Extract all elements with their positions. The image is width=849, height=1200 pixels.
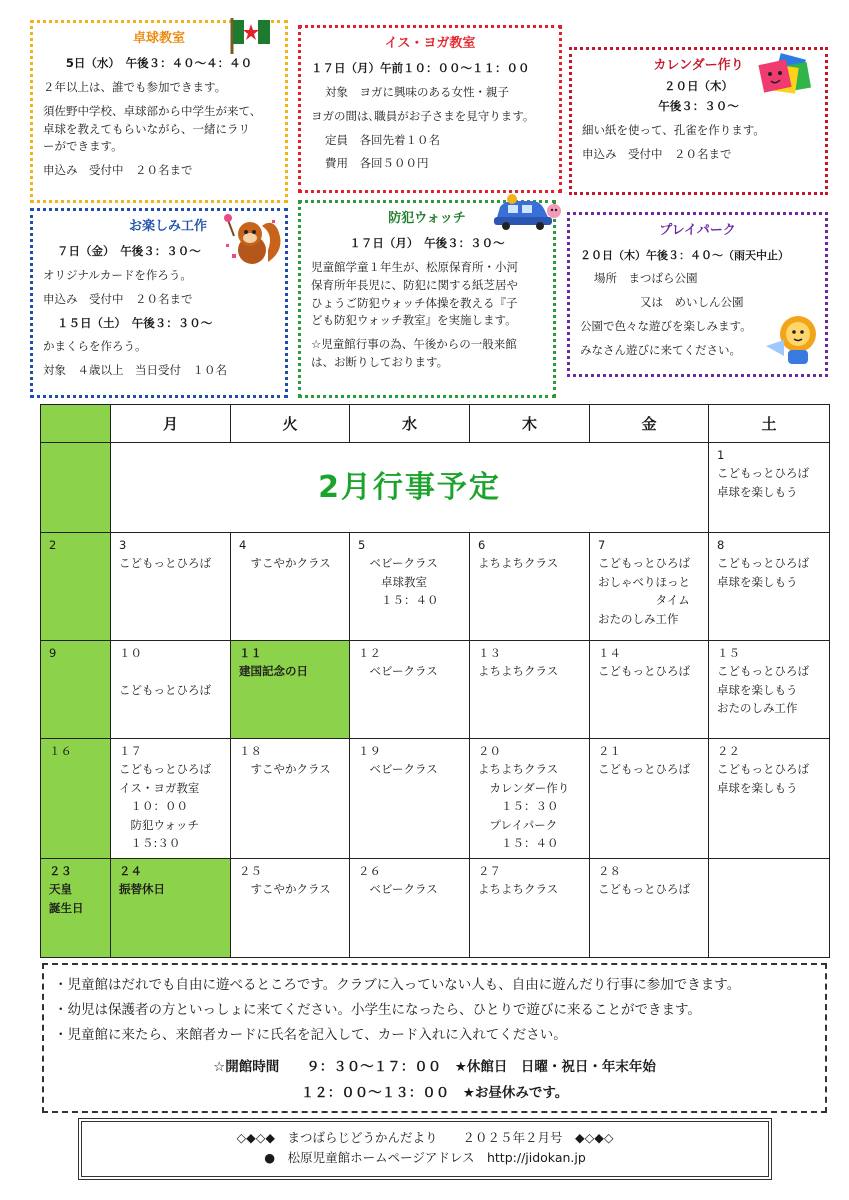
homepage-address: ● 松原児童館ホームページアドレス http://jidokan.jp <box>264 1150 586 1165</box>
header-thu: 木 <box>470 405 590 443</box>
holiday-cell: ２４ 振替休日 <box>111 859 231 958</box>
table-tennis-line4: ーができます。 <box>43 139 123 154</box>
day-cell: ２２ こどもっとひろば 卓球を楽しもう <box>709 739 830 859</box>
day-cell: 8 こどもっとひろば 卓球を楽しもう <box>709 533 830 641</box>
craft-date2: １５日（土） 午後３：３０～ <box>57 315 213 330</box>
crime-watch-date: １７日（月） 午後３：３０～ <box>349 236 505 251</box>
month-title-cell <box>111 443 709 533</box>
yoga-fee: 費用 各回５００円 <box>325 156 429 171</box>
event-calendar <box>40 404 830 958</box>
day-cell: 7 こどもっとひろば おしゃべりほっと タイム おたのしみ工作 <box>590 533 709 641</box>
play-park-place2: 又は めいしん公園 <box>640 295 744 309</box>
craft-apply1: 申込み 受付中 ２０名まで <box>43 291 193 306</box>
table-tennis-line2: 須佐野中学校、卓球部から中学生が来て、 <box>43 103 262 118</box>
play-park-date: ２０日（木）午後３：４０～（雨天中止） <box>580 249 789 263</box>
craft-title: お楽しみ工作 <box>129 219 208 234</box>
day-cell: １９ ベビークラス <box>350 739 470 859</box>
lion-icon <box>764 312 824 368</box>
play-park-title: プレイパーク <box>659 223 736 238</box>
craft-target2: 対象 ４歳以上 当日受付 １０名 <box>43 363 227 378</box>
table-tennis-apply: 申込み 受付中 ２０名まで <box>43 163 193 178</box>
calendar-craft-desc: 細い紙を使って、孔雀を作ります。 <box>582 122 765 137</box>
holiday-cell-sun: ２３ 天皇 誕生日 <box>41 859 111 958</box>
day-cell-sun: １６ <box>41 739 111 859</box>
play-park-desc: 公園で色々な遊びを楽しみます。 <box>580 318 752 333</box>
day-cell: １３ よちよちクラス <box>470 641 590 739</box>
yoga-note: ヨガの間は､職員がお子さまを見守ります。 <box>311 108 535 123</box>
crime-watch-desc1: 児童館学童１年生が、松原保育所・小河 <box>311 259 518 274</box>
play-park-invite: みなさん遊びに来てください。 <box>580 342 741 357</box>
day-cell: １５ こどもっとひろば 卓球を楽しもう おたのしみ工作 <box>709 641 830 739</box>
table-tennis-date: 5日（水） 午後３：４０～４：４０ <box>65 56 253 71</box>
day-cell: 4 すこやかクラス <box>231 533 350 641</box>
lunch-break: １２：００～１３：００ ★お昼休みです。 <box>300 1085 569 1101</box>
calendar-craft-time: 午後３：３０～ <box>658 98 739 113</box>
crime-watch-note2: は、お断りしております。 <box>311 355 449 370</box>
crime-watch-desc2: 保育所年長児に、防犯に関する紙芝居や <box>311 277 518 292</box>
calendar-week-5 <box>41 859 830 958</box>
note-line-3: ・児童館に来たら、来館者カードに氏名を記入して、カード入れに入れてください。 <box>54 1027 567 1043</box>
day-cell: １８ すこやかクラス <box>231 739 350 859</box>
calendar-header-row <box>41 405 830 443</box>
header-fri: 金 <box>590 405 709 443</box>
day-cell: 5 ベビークラス 卓球教室 １５：４０ <box>350 533 470 641</box>
day-cell: ２１ こどもっとひろば <box>590 739 709 859</box>
header-sat: 土 <box>709 405 830 443</box>
month-title: 2月行事予定 <box>318 469 501 505</box>
day-cell: １７ こどもっとひろば イス・ヨガ教室 １０：００ 防犯ウォッチ １５:３０ <box>111 739 231 859</box>
table-tennis-title: 卓球教室 <box>132 31 185 46</box>
header-blank <box>41 405 111 443</box>
crime-watch-desc3: ひょうご防犯ウォッチ体操を教える『子 <box>311 295 518 310</box>
day-cell-empty <box>709 859 830 958</box>
play-park-place1: 場所 まつばら公園 <box>594 271 698 286</box>
header-tue: 火 <box>231 405 350 443</box>
day-cell: 6 よちよちクラス <box>470 533 590 641</box>
day-cell: ２０ よちよちクラス カレンダー作り １５：３０ プレイパーク １５：４０ <box>470 739 590 859</box>
newsletter-title: ◇◆◇◆ まつばらじどうかんだより ２０２５年２月号 ◆◇◆◇ <box>236 1130 614 1145</box>
day-cell: １４ こどもっとひろば <box>590 641 709 739</box>
table-tennis-line1: ２年以上は、誰でも参加できます。 <box>43 79 227 94</box>
colored-paper-icon <box>757 52 813 100</box>
yoga-box <box>298 25 562 193</box>
holiday-cell: １１ 建国記念の日 <box>231 641 350 739</box>
patrol-car-icon <box>492 193 564 231</box>
header-mon: 月 <box>111 405 231 443</box>
day-cell: 3 こどもっとひろば <box>111 533 231 641</box>
calendar-week-3 <box>41 641 830 739</box>
notes-box <box>42 963 827 1113</box>
day-cell-sun: 9 <box>41 641 111 739</box>
calendar-week-4 <box>41 739 830 859</box>
calendar-craft-title: カレンダー作り <box>653 58 744 73</box>
table-tennis-line3: 卓球を教えてもらいながら、一緒にラリ <box>43 121 250 136</box>
crime-watch-desc4: ども防犯ウォッチ教室』を実施します。 <box>311 313 517 328</box>
crime-watch-note1: ☆児童館行事の為、午後からの一般来館 <box>311 337 517 352</box>
footer-box <box>78 1118 772 1180</box>
yoga-title: イス・ヨガ教室 <box>384 36 476 51</box>
note-line-1: ・児童館はだれでも自由に遊べるところです。クラブに入っていない人も、自由に遊んだり行事に参加できます。 <box>54 977 741 993</box>
header-wed: 水 <box>350 405 470 443</box>
flag-icon <box>226 14 274 54</box>
day-cell: 1 こどもっとひろば 卓球を楽しもう <box>709 443 830 533</box>
day-cell: ２６ ベビークラス <box>350 859 470 958</box>
yoga-date: １７日（月）午前１０：００～１１：００ <box>311 61 530 76</box>
day-cell: ２５ すこやかクラス <box>231 859 350 958</box>
opening-hours: ☆開館時間 ９：３０～１７：００ ★休館日 日曜・祝日・年末年始 <box>213 1059 656 1075</box>
calendar-craft-date: ２０日（木） <box>664 79 733 94</box>
note-line-2: ・幼児は保護者の方といっしょに来てください。小学生になったら、ひとりで遊びに来ることができます。 <box>54 1002 701 1018</box>
day-cell-sun <box>41 443 111 533</box>
craft-desc2: かまくらを作ろう。 <box>43 339 147 354</box>
calendar-craft-apply: 申込み 受付中 ２０名まで <box>582 146 732 161</box>
craft-date1: ７日（金） 午後３：３０～ <box>57 244 201 259</box>
crime-watch-title: 防犯ウォッチ <box>388 211 466 226</box>
yoga-target: 対象 ヨガに興味のある女性・親子 <box>325 84 509 99</box>
day-cell: ２８ こどもっとひろば <box>590 859 709 958</box>
day-cell-sun: 2 <box>41 533 111 641</box>
day-cell: １０ こどもっとひろば <box>111 641 231 739</box>
yoga-capacity: 定員 各回先着１０名 <box>325 132 440 147</box>
squirrel-icon <box>224 210 284 268</box>
calendar-week-2 <box>41 533 830 641</box>
craft-desc1: オリジナルカードを作ろう。 <box>43 267 192 282</box>
day-cell: １２ ベビークラス <box>350 641 470 739</box>
day-cell: ２７ よちよちクラス <box>470 859 590 958</box>
calendar-week-1 <box>41 443 830 533</box>
